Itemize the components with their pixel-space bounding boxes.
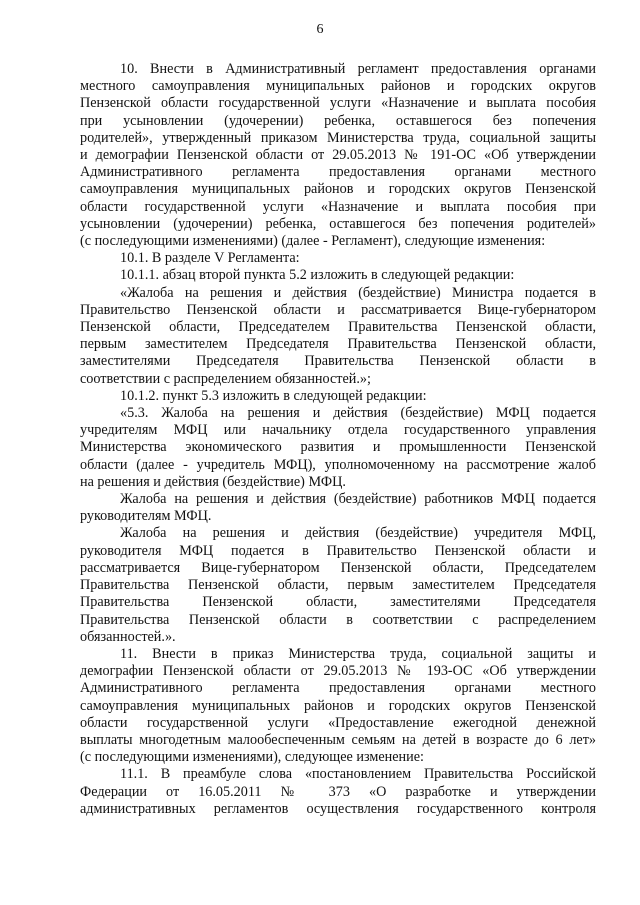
text-line: Пензенской области государственной услуги «Назначение и выплата пособия: [80, 95, 596, 112]
text-line: Правительства Пензенской области в соответствии с распределением: [80, 611, 596, 628]
text-line: области (далее - учредитель МФЦ), уполномоченному на рассмотрение жалоб: [80, 456, 596, 473]
text-line: Министерства экономического развития и промышленности Пензенской: [80, 439, 596, 456]
text-line: первым заместителем Председателя Правительства Пензенской области,: [80, 336, 596, 353]
text-line: и демографии Пензенской области от 29.05.2013 № 191-ОС «Об утверждении: [80, 147, 596, 164]
text-line: местного самоуправления муниципальных районов и городских округов: [80, 78, 596, 95]
text-line: области государственной услуги «Назначение и выплата пособия при: [80, 198, 596, 215]
text-line: административных регламентов осуществления государственного контроля: [80, 800, 596, 817]
text-line: соответствии с распределением обязанностей.»;: [80, 370, 371, 387]
text-line: области государственной услуги «Предоставление ежегодной денежной: [80, 714, 596, 731]
text-line: Правительства Пензенской области, первым заместителем Председателя: [80, 577, 596, 594]
text-line: усыновлении (удочерении) ребенка, оставшегося без попечения родителей»: [80, 215, 596, 232]
text-line: Жалоба на решения и действия (бездействие) работников МФЦ подается: [120, 491, 596, 508]
text-line: Федерации от 16.05.2011 № 373 «О разработке и утверждении: [80, 783, 596, 800]
document-body: [80, 61, 596, 818]
text-line: 10.1.1. абзац второй пункта 5.2 изложить в следующей редакции:: [120, 267, 515, 284]
text-line: (с последующими изменениями) (далее - Регламент), следующие изменения:: [80, 233, 546, 250]
text-line: родителей», утвержденный приказом Министерства труда, социальной защиты: [80, 129, 596, 146]
text-line: «Жалоба на решения и действия (бездействие) Министра подается в: [120, 284, 596, 301]
text-line: руководителя МФЦ подается в Правительство Пензенской области и: [80, 542, 596, 559]
text-line: 11. Внести в приказ Министерства труда, социальной защиты и: [120, 645, 596, 662]
text-line: выплаты многодетным малообеспеченным семьям на детей в возрасте до 6 лет»: [80, 731, 596, 748]
text-line: обязанностей.».: [80, 628, 176, 645]
text-line: 11.1. В преамбуле слова «постановлением Правительства Российской: [120, 766, 596, 783]
text-line: рассматривается Вице-губернатором Пензенской области, Председателем: [80, 559, 596, 576]
text-line: заместителями Председателя Правительства Пензенской области в: [80, 353, 596, 370]
text-line: 10.1. В разделе V Регламента:: [120, 250, 300, 267]
text-line: 10.1.2. пункт 5.3 изложить в следующей редакции:: [120, 387, 427, 404]
text-line: «5.3. Жалоба на решения и действия (бездействие) МФЦ подается: [120, 405, 596, 422]
text-line: самоуправления муниципальных районов и городских округов Пензенской: [80, 697, 596, 714]
text-line: учредителям МФЦ или начальнику отдела государственного управления: [80, 422, 596, 439]
text-line: Пензенской области, Председателем Правительства Пензенской области,: [80, 319, 596, 336]
text-line: Административного регламента предоставления органами местного: [80, 164, 596, 181]
page-number: 6: [316, 22, 324, 37]
text-line: Правительство Пензенской области и рассматривается Вице-губернатором: [80, 301, 596, 318]
text-line: Жалоба на решения и действия (бездействие) учредителя МФЦ,: [120, 525, 596, 542]
text-line: (с последующими изменениями), следующее изменение:: [80, 749, 424, 766]
text-line: на решения и действия (бездействие) МФЦ.: [80, 473, 346, 490]
text-line: Правительства Пензенской области, заместителями Председателя: [80, 594, 596, 611]
text-line: при усыновлении (удочерении) ребенка, оставшегося без попечения: [80, 112, 596, 129]
text-line: самоуправления муниципальных районов и городских округов Пензенской: [80, 181, 596, 198]
text-line: демографии Пензенской области от 29.05.2013 № 193-ОС «Об утверждении: [80, 663, 596, 680]
text-line: руководителям МФЦ.: [80, 508, 212, 525]
text-line: Административного регламента предоставления органами местного: [80, 680, 596, 697]
text-line: 10. Внести в Административный регламент предоставления органами: [120, 61, 596, 77]
